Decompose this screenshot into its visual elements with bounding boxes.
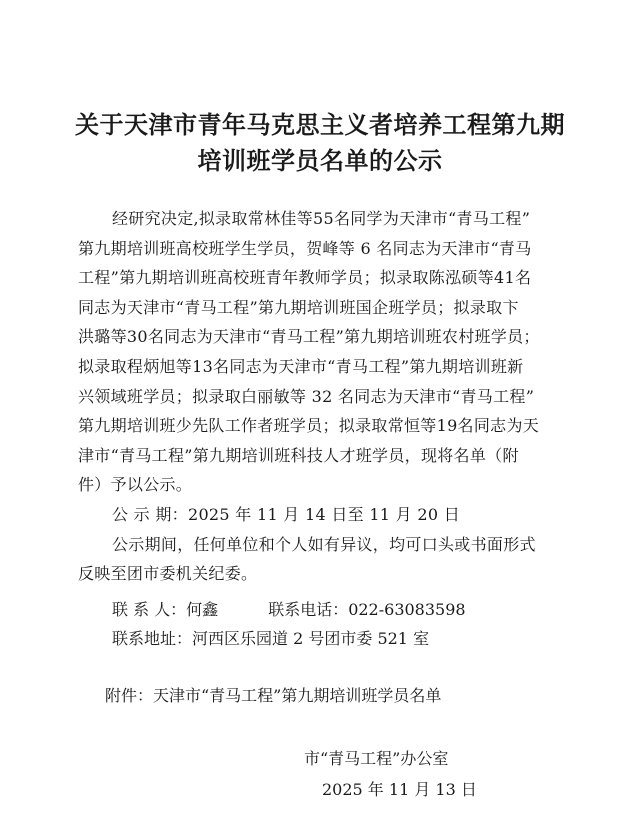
paragraph-line: 经研究决定,拟录取常林佳等55名同学为天津市“青马工程”	[112, 209, 531, 228]
paragraph-line: 工程”第九期培训班高校班青年教师学员；拟录取陈泓硕等41名	[78, 268, 532, 288]
document-title	[40, 107, 600, 179]
paragraph-line: 同志为天津市“青马工程”第九期培训班国企班学员；拟录取卞	[78, 297, 519, 317]
contact-phone: 联系电话：022-63083598	[268, 600, 466, 619]
objection-line: 反映至团市委机关纪委。	[78, 564, 258, 584]
paragraph-line: 洪璐等30名同志为天津市“青马工程”第九期培训班农村班学员；	[78, 327, 540, 347]
contact-person: 联 系 人：何鑫	[112, 600, 219, 619]
issuing-office: 市“青马工程”办公室	[304, 749, 449, 768]
paragraph-line: 拟录取程炳旭等13名同志为天津市“青马工程”第九期培训班新	[78, 356, 524, 376]
paragraph-line: 兴领域班学员；拟录取白丽敏等 32 名同志为天津市“青马工程”	[78, 386, 535, 406]
paragraph-line: 津市“青马工程”第九期培训班科技人才班学员，现将名单（附	[78, 445, 519, 465]
objection-line: 公示期间，任何单位和个人如有异议，均可口头或书面形式	[112, 534, 536, 554]
title-line-2: 培训班学员名单的公示	[197, 146, 443, 175]
paragraph-line: 第九期培训班高校班学生学员，贺峰等 6 名同志为天津市“青马	[78, 238, 532, 258]
paragraph-line: 件）予以公示。	[78, 475, 193, 495]
notice-body	[78, 204, 578, 589]
paragraph-line: 第九期培训班少先队工作者班学员；拟录取常恒等19名同志为天	[78, 416, 540, 436]
publicity-period: 公 示 期：2025 年 11 月 14 日至 11 月 20 日	[112, 504, 461, 524]
contact-address: 联系地址：河西区乐园道 2 号团市委 521 室	[112, 629, 430, 648]
contact-person-row	[112, 597, 466, 620]
title-line-1: 关于天津市青年马克思主义者培养工程第九期	[75, 110, 565, 139]
attachment-line: 附件：天津市“青马工程”第九期培训班学员名单	[105, 686, 442, 705]
issue-date: 2025 年 11 月 13 日	[322, 780, 477, 799]
